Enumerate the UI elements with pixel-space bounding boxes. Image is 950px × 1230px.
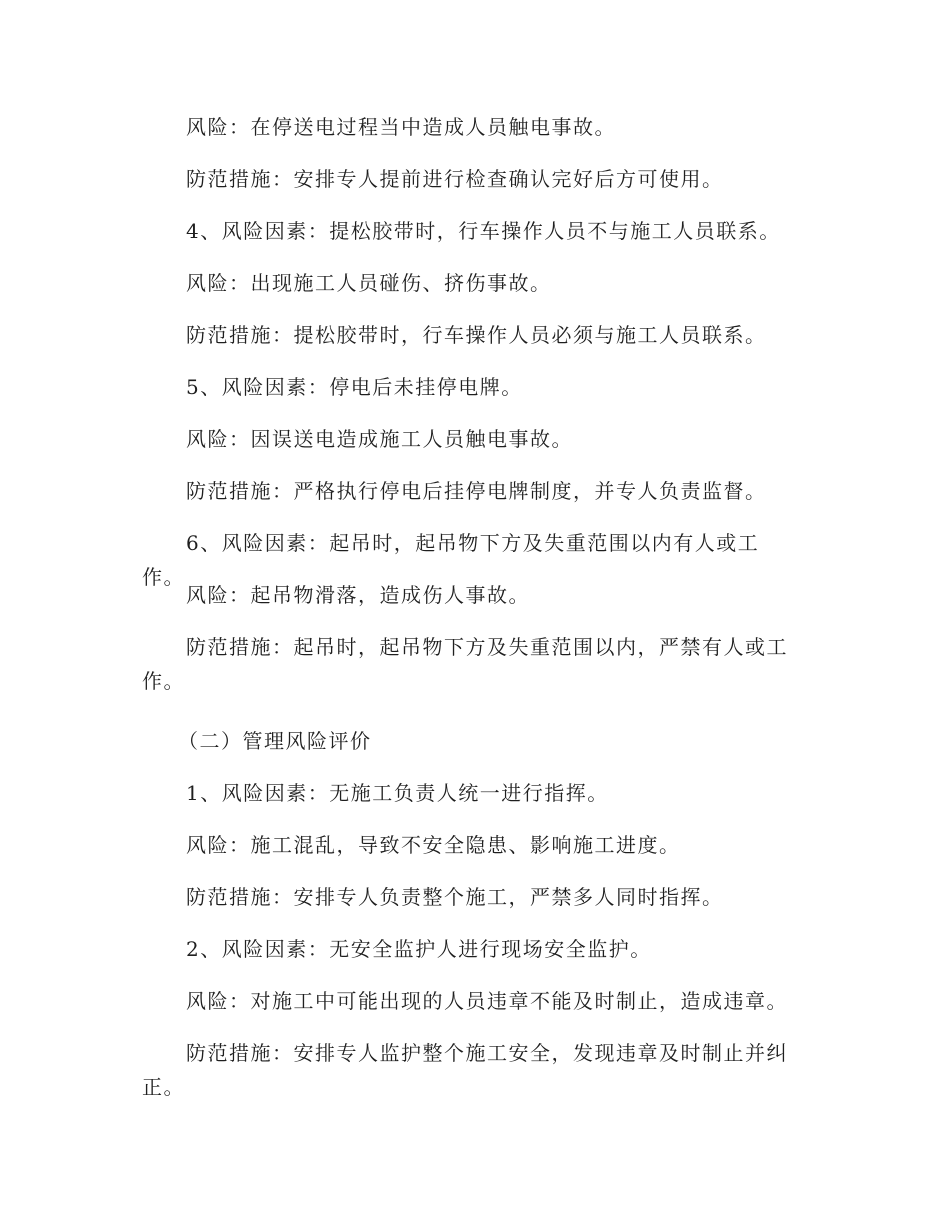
paragraph-6: 5、风险因素：停电后未挂停电牌。 — [186, 375, 523, 399]
paragraph-4: 风险：出现施工人员碰伤、挤伤事故。 — [186, 271, 552, 295]
paragraph-1: 风险：在停送电过程当中造成人员触电事故。 — [186, 115, 616, 139]
paragraph-13: 1、风险因素：无施工负责人统一进行指挥。 — [186, 781, 609, 805]
paragraph-17: 风险：对施工中可能出现的人员违章不能及时制止，造成违章。 — [186, 989, 788, 1013]
paragraph-3: 4、风险因素：提松胶带时，行车操作人员不与施工人员联系。 — [186, 219, 781, 243]
paragraph-10: 风险：起吊物滑落，造成伤人事故。 — [186, 583, 530, 607]
section-heading: （二）管理风险评价 — [178, 729, 372, 753]
paragraph-16: 2、风险因素：无安全监护人进行现场安全监护。 — [186, 937, 652, 961]
paragraph-9: 6、风险因素：起吊时，起吊物下方及失重范围以内有人或工作。 — [142, 531, 760, 589]
paragraph-8: 防范措施：严格执行停电后挂停电牌制度，并专人负责监督。 — [186, 479, 767, 503]
paragraph-11: 防范措施：起吊时，起吊物下方及失重范围以内，严禁有人或工作。 — [142, 635, 788, 693]
paragraph-2: 防范措施：安排专人提前进行检查确认完好后方可使用。 — [186, 167, 724, 191]
paragraph-18: 防范措施：安排专人监护整个施工安全，发现违章及时制止并纠正。 — [142, 1041, 788, 1099]
paragraph-14: 风险：施工混乱，导致不安全隐患、影响施工进度。 — [186, 833, 681, 857]
paragraph-5: 防范措施：提松胶带时，行车操作人员必须与施工人员联系。 — [186, 323, 767, 347]
paragraph-15: 防范措施：安排专人负责整个施工，严禁多人同时指挥。 — [186, 885, 724, 909]
paragraph-7: 风险：因误送电造成施工人员触电事故。 — [186, 427, 573, 451]
